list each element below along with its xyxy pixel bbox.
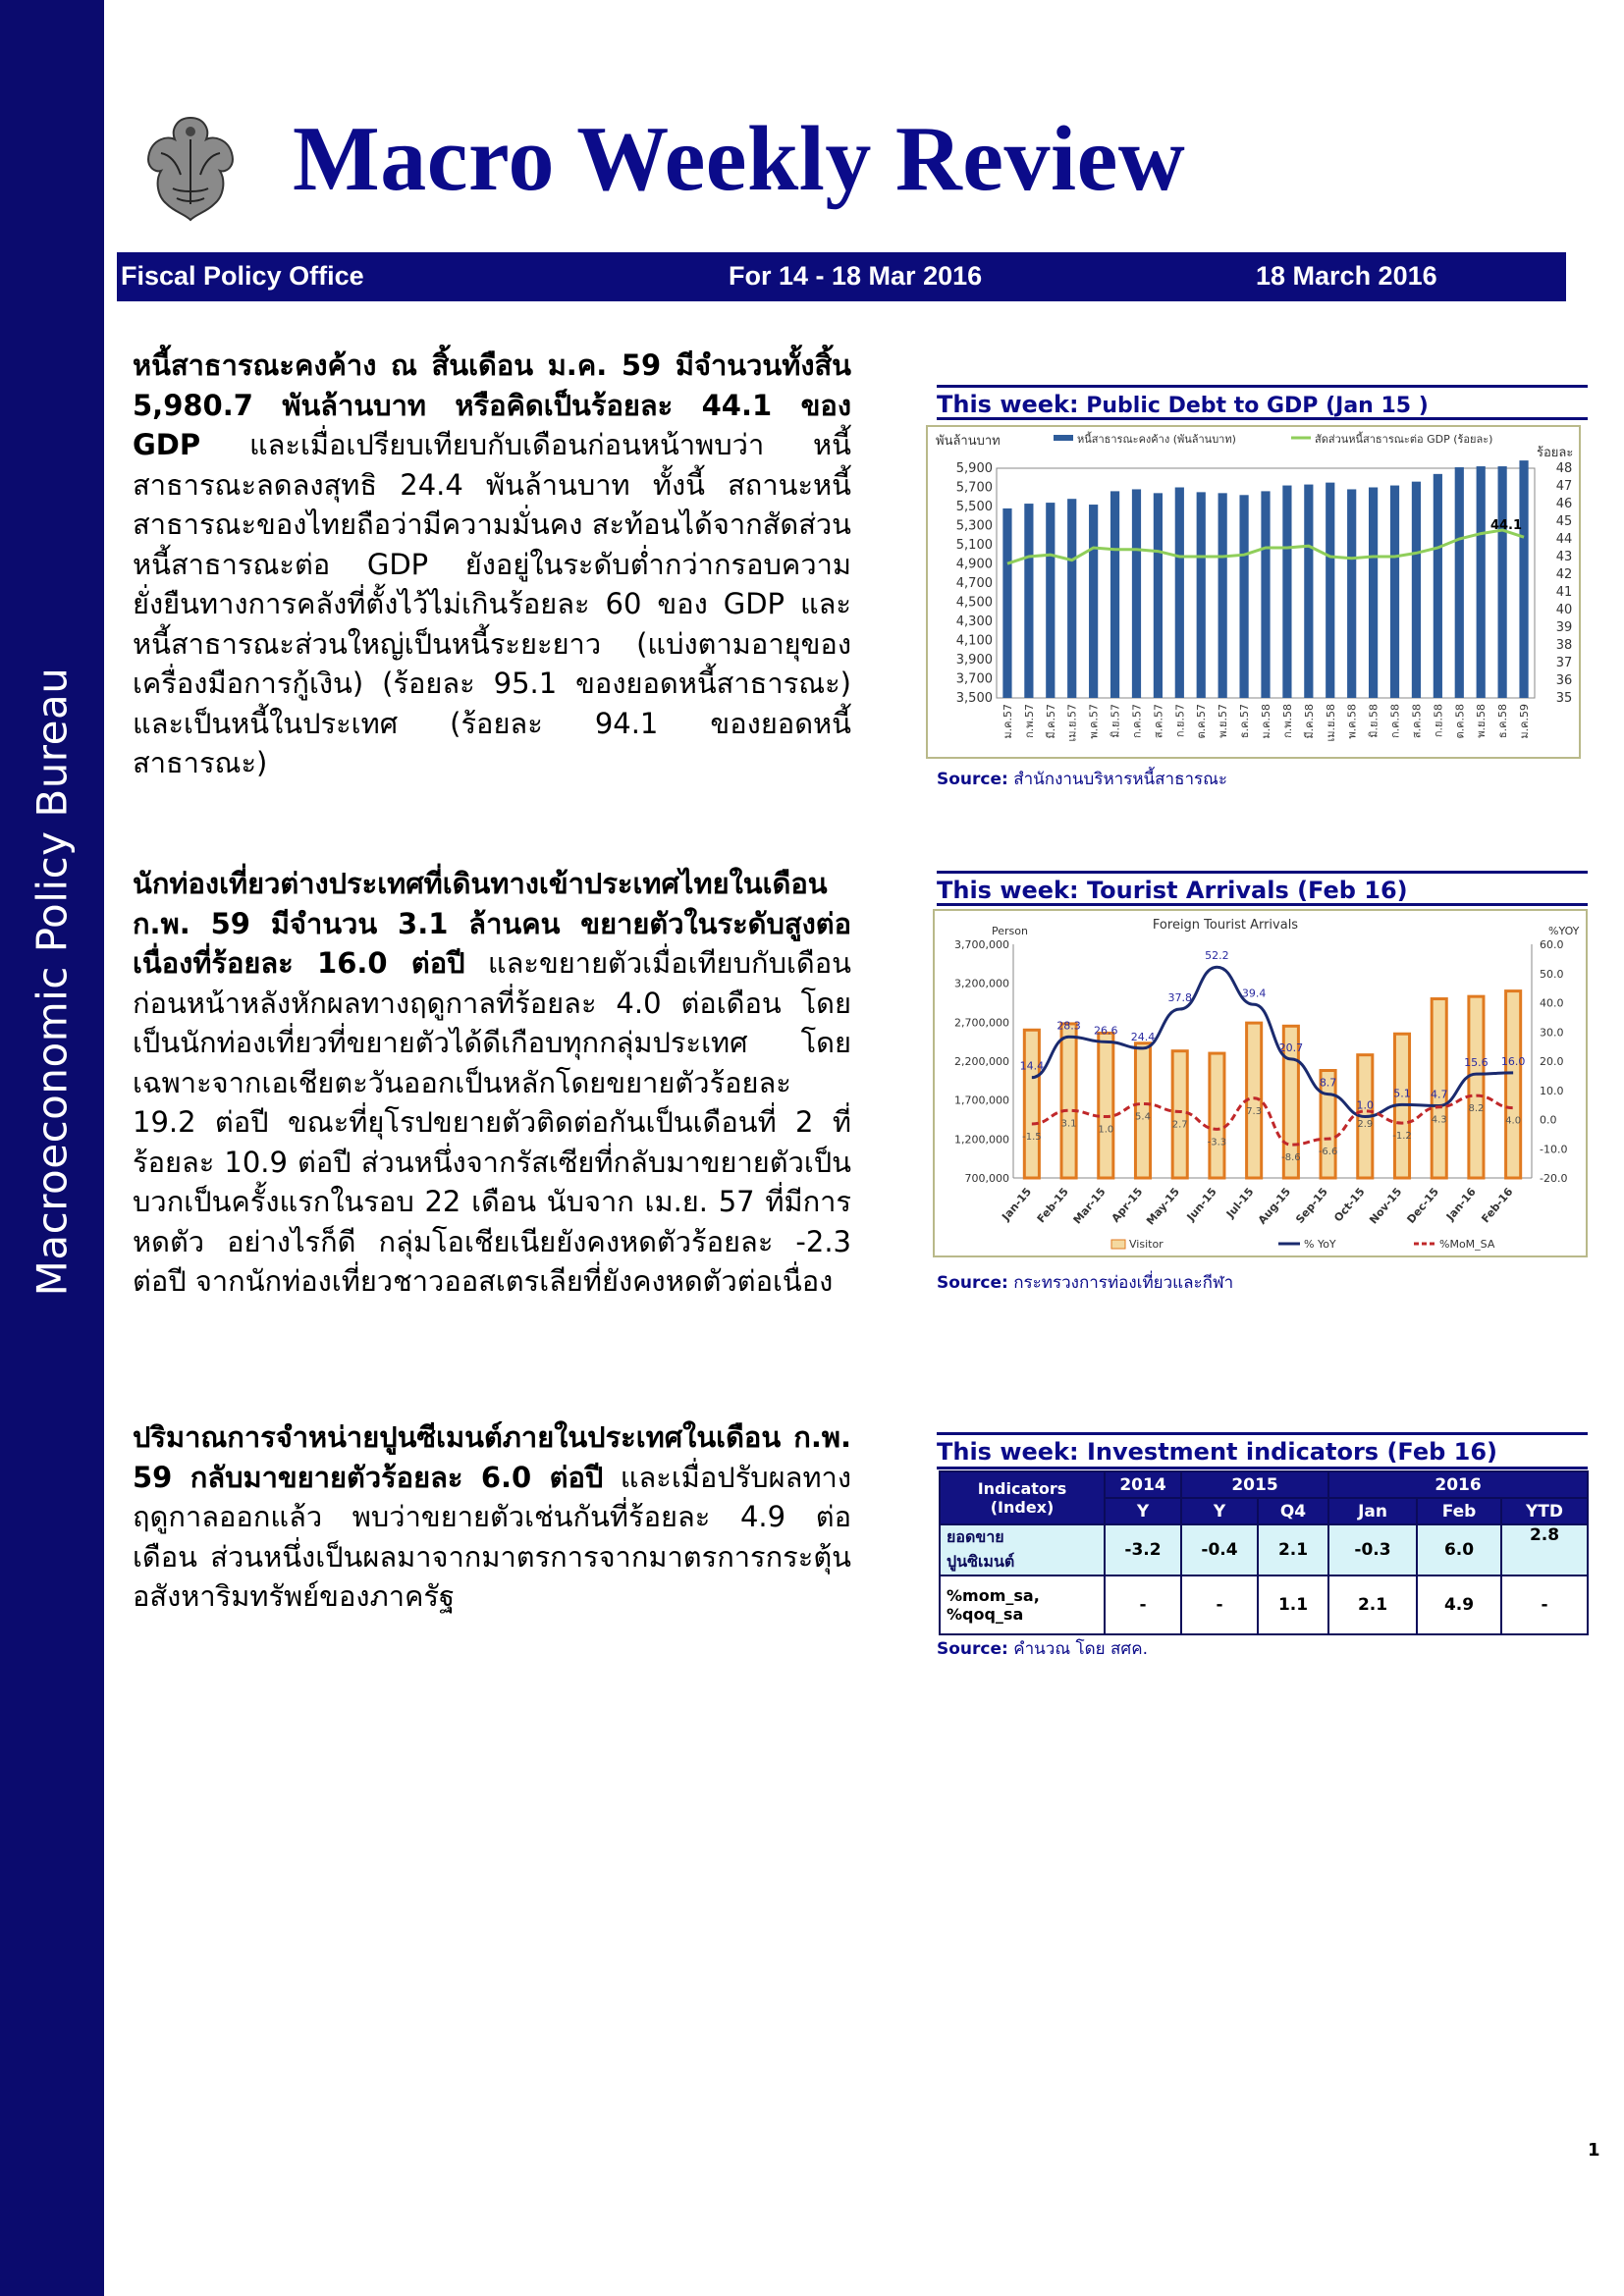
paragraph-tourist: [133, 864, 851, 1302]
debt-ytick-left: 4,500: [955, 595, 993, 611]
table-row-label: ยอดขาย ปูนซิเมนต์: [940, 1524, 1105, 1575]
tourist-ytick-right: 0.0: [1540, 1113, 1557, 1127]
tourist-xtick: Nov-15: [1367, 1185, 1405, 1227]
debt-xtick: ม.ค.59: [1518, 704, 1532, 739]
debt-xtick: ธ.ค.57: [1238, 704, 1252, 739]
tourist-mom-label: 2.7: [1171, 1119, 1188, 1131]
tourist-ytick-right: 40.0: [1540, 996, 1564, 1010]
debt-ytick-left: 4,700: [955, 576, 993, 591]
source-text: สำนักงานบริหารหนี้สาธารณะ: [1007, 770, 1228, 789]
paragraph-body: และขยายตัวเมื่อเทียบกับเดือนก่อนหน้าหลังหักผลทางฤดูกาลที่ร้อยละ 4.0 ต่อเดือน โดยเป็นนักท่องเที่ยวที่ขยายตัวได้ดีเกือบทุกกลุ่มประเทศ โดยเฉพาะจากเอเชียตะวันออกเป็นหลักโดยขยายตัวร้อยละ 19.2 ต่อปี ขณะที่ยุโรปขยายตัวติดต่อกันเป็นเดือนที่ 2 ที่ร้อยละ 10.9 ต่อปี ส่วนหนึ่งจากรัสเซียที่กลับมาขยายตัวเป็นบวกเป็นครั้งแรกในรอบ 22 เดือน นับจาก เม.ย. 57 ที่มีการหดตัว อย่างไรก็ดี กลุ่มโอเชียเนียยังคงหดตัวร้อยละ -2.3 ต่อปี จากนักท่องเที่ยวชาวออสเตรเลียที่ยังคงหดตัวต่อเนื่อง: [133, 946, 852, 1298]
tourist-ytick-right: 50.0: [1540, 967, 1564, 981]
debt-ytick-right: 42: [1555, 567, 1573, 582]
debt-bar: [1089, 505, 1098, 698]
page-title: Macro Weekly Review: [293, 108, 1186, 210]
debt-bar: [1326, 483, 1334, 698]
debt-xtick: มิ.ย.57: [1109, 704, 1122, 738]
debt-plot-area: [956, 460, 1572, 741]
debt-ytick-right: 36: [1555, 673, 1573, 688]
tourist-ytick-left: 700,000: [964, 1172, 1009, 1185]
tourist-yoy-label: 5.1: [1393, 1087, 1411, 1100]
table-cell: -: [1105, 1575, 1181, 1634]
debt-xtick: ก.ค.58: [1388, 704, 1402, 739]
report-date: 18 March 2016: [1256, 261, 1437, 291]
debt-ylabel-left: พันล้านบาท: [936, 434, 1001, 449]
debt-ytick-left: 5,900: [955, 461, 993, 476]
table-subheader: Q4: [1258, 1498, 1328, 1524]
debt-xtick: ก.ย.58: [1432, 704, 1445, 738]
paragraph-lead: ปริมาณการจำหน่ายปูนซีเมนต์ภายในประเทศในเดือน ก.พ. 59 กลับมาขยายตัวร้อยละ 6.0 ต่อปี: [133, 1420, 851, 1494]
source-label: Source:: [937, 1639, 1008, 1659]
tourist-ytick-left: 3,200,000: [954, 977, 1009, 990]
tourist-yoy-label: 26.6: [1094, 1024, 1118, 1038]
debt-ytick-left: 4,100: [955, 633, 993, 649]
debt-xtick: พ.ค.58: [1345, 704, 1359, 739]
debt-xtick: พ.ย.58: [1475, 704, 1489, 738]
tourist-yoy-label: 1.0: [1356, 1098, 1375, 1112]
tourist-mom-label: 3.1: [1060, 1118, 1077, 1130]
table-cell: -0.3: [1328, 1524, 1417, 1575]
tourist-yoy-label: 52.2: [1205, 949, 1229, 963]
debt-ytick-right: 40: [1555, 603, 1573, 617]
section-title-prefix: This week:: [937, 877, 1079, 904]
tourist-ytick-left: 2,700,000: [954, 1016, 1009, 1030]
tourist-xtick: Jan-15: [999, 1185, 1035, 1223]
debt-annotation: 44.1: [1489, 518, 1523, 534]
tourist-mom-label: 4.0: [1505, 1115, 1522, 1127]
paragraph-body: และเมื่อปรับผลทางฤดูกาลออกแล้ว พบว่าขยายตัวเช่นกันที่ร้อยละ 4.9 ต่อเดือน ส่วนหนึ่งเป็นผลมาจากมาตรการจากมาตรการกระตุ้นอสังหาริมทรัพย์ของภาครัฐ: [133, 1460, 852, 1613]
debt-legend-bar-swatch: [1054, 435, 1073, 441]
tourist-legend-visitor: Visitor: [1129, 1238, 1164, 1251]
paragraph-body: และเมื่อเปรียบเทียบกับเดือนก่อนหน้าพบว่า หนี้สาธารณะลดลงสุทธิ 24.4 พันล้านบาท ทั้งนี้ สถานะหนี้สาธารณะของไทยถือว่ามีความมั่นคง สะท้อนได้จากสัดส่วนหนี้สาธารณะต่อ GDP ยังอยู่ในระดับต่ำกว่ากรอบความยั่งยืนทางการคลังที่ตั้งไว้ไม่เกินร้อยละ 60 ของ GDP และหนี้สาธารณะส่วนใหญ่เป็นหนี้ระยะยาว (แบ่งตามอายุของเครื่องมือการกู้เงิน) (ร้อยละ 95.1 ของยอดหนี้สาธารณะ) และเป็นหนี้ในประเทศ (ร้อยละ 94.1 ของยอดหนี้สาธารณะ): [133, 428, 851, 779]
header-banner: [117, 252, 1566, 301]
tourist-yoy-label: 15.6: [1464, 1056, 1489, 1070]
table-cell: -3.2: [1105, 1524, 1181, 1575]
debt-bar: [1347, 489, 1356, 698]
tourist-xtick: Jun-15: [1184, 1185, 1219, 1224]
table-cell: 6.0: [1417, 1524, 1501, 1575]
tourist-ytick-left: 3,700,000: [954, 938, 1009, 951]
debt-xtick: มิ.ย.58: [1367, 704, 1380, 738]
tourist-bar: [1099, 1033, 1113, 1178]
tourist-ytick-right: 20.0: [1540, 1055, 1564, 1068]
debt-ytick-left: 5,100: [955, 538, 993, 553]
tourist-ytick-right: -20.0: [1540, 1172, 1568, 1185]
tourist-xtick: Jan-16: [1443, 1185, 1479, 1223]
debt-bar: [1412, 482, 1421, 698]
debt-bar: [1067, 499, 1076, 698]
sidebar-label: Macroeconomic Policy Bureau: [27, 667, 77, 1297]
debt-xtick: เม.ย.58: [1324, 704, 1337, 742]
debt-ylabel-right: ร้อยละ: [1537, 446, 1574, 460]
debt-ytick-right: 44: [1555, 532, 1573, 547]
debt-bar: [1519, 460, 1528, 698]
section-title-tourist: [937, 871, 1588, 906]
debt-xtick: ส.ค.57: [1152, 704, 1165, 739]
debt-chart: [926, 425, 1581, 759]
tourist-mom-label: 4.3: [1431, 1114, 1447, 1126]
table-header-2014: 2014: [1105, 1471, 1181, 1498]
debt-xtick: ธ.ค.58: [1496, 704, 1510, 739]
debt-ytick-left: 5,700: [955, 480, 993, 496]
debt-ytick-left: 5,300: [955, 518, 993, 534]
debt-ytick-right: 48: [1555, 461, 1573, 476]
tourist-yoy-label: 39.4: [1241, 987, 1267, 1000]
tourist-xtick: Oct-15: [1331, 1185, 1368, 1225]
tourist-xtick: Dec-15: [1404, 1185, 1442, 1226]
table-row: [940, 1575, 1588, 1634]
source-tourist: [937, 1269, 1233, 1296]
debt-bar: [1434, 474, 1442, 698]
tourist-bar: [1061, 1024, 1076, 1178]
debt-bar: [1261, 491, 1270, 698]
debt-xtick: ก.ย.57: [1173, 704, 1187, 738]
page-number: 1: [1588, 2140, 1600, 2161]
section-title-text: Tourist Arrivals (Feb 16): [1078, 877, 1408, 904]
tourist-legend-mom: %MoM_SA: [1439, 1238, 1495, 1251]
source-debt: [937, 766, 1227, 792]
debt-bar: [1154, 493, 1163, 698]
debt-ytick-right: 45: [1555, 514, 1573, 529]
debt-bar: [1002, 508, 1011, 698]
tourist-ytick-right: 10.0: [1540, 1084, 1564, 1097]
debt-bar: [1369, 488, 1378, 699]
tourist-ylabel-right: %YOY: [1548, 925, 1580, 937]
source-text: กระทรวงการท่องเที่ยวและกีฬา: [1007, 1273, 1234, 1293]
table-cell: 2.8: [1501, 1524, 1588, 1575]
debt-ytick-right: 39: [1555, 620, 1573, 635]
tourist-legend-yoy: % YoY: [1304, 1238, 1336, 1251]
tourist-ytick-right: 30.0: [1540, 1026, 1564, 1040]
debt-ytick-left: 3,700: [955, 671, 993, 687]
table-subheader: Y: [1105, 1498, 1181, 1524]
debt-ytick-left: 3,900: [955, 653, 993, 667]
debt-xtick: ต.ค.58: [1453, 704, 1467, 739]
tourist-yoy-label: 4.7: [1430, 1088, 1448, 1101]
tourist-ytick-right: 60.0: [1540, 938, 1564, 951]
debt-ytick-right: 35: [1555, 691, 1573, 706]
table-row-label: %mom_sa, %qoq_sa: [940, 1575, 1105, 1634]
paragraph-public-debt: [133, 346, 851, 783]
section-title-invest: [937, 1432, 1588, 1469]
tourist-xtick: Sep-15: [1293, 1185, 1330, 1226]
debt-bar: [1304, 485, 1313, 698]
debt-xtick: มี.ค.58: [1302, 704, 1316, 739]
tourist-yoy-label: 14.4: [1019, 1059, 1045, 1073]
section-title-prefix: This week:: [937, 391, 1079, 418]
table-header-2016: 2016: [1328, 1471, 1588, 1498]
investment-table: [939, 1470, 1589, 1635]
debt-bar: [1390, 486, 1399, 698]
tourist-xtick: Feb-16: [1479, 1185, 1516, 1226]
paragraph-lead: นักท่องเที่ยวต่างประเทศที่เดินทางเข้าประเทศไทยในเดือน ก.พ. 59 มีจำนวน 3.1 ล้านคน ขยายตัวในระดับสูงต่อเนื่องที่ร้อยละ 16.0 ต่อปี: [133, 867, 851, 980]
tourist-chart: [933, 909, 1588, 1257]
tourist-xtick: Jul-15: [1223, 1185, 1257, 1221]
tourist-mom-label: 8.2: [1468, 1103, 1485, 1115]
section-title-debt: [937, 385, 1588, 420]
table-subheader: Feb: [1417, 1498, 1501, 1524]
table-row: [940, 1524, 1588, 1575]
debt-chart-svg: [928, 427, 1579, 757]
debt-ytick-right: 43: [1555, 550, 1573, 564]
tourist-xtick: Aug-15: [1255, 1185, 1294, 1227]
tourist-mom-label: -1.2: [1392, 1131, 1412, 1143]
debt-ytick-left: 4,300: [955, 614, 993, 629]
tourist-ytick-left: 1,700,000: [954, 1094, 1009, 1107]
debt-xtick: ส.ค.58: [1410, 704, 1424, 739]
table-cell: -: [1181, 1575, 1258, 1634]
debt-ytick-right: 46: [1555, 497, 1573, 511]
tourist-bar: [1210, 1053, 1224, 1178]
debt-legend-line: สัดส่วนหนี้สาธารณะต่อ GDP (ร้อยละ): [1315, 433, 1493, 446]
tourist-mom-label: 7.3: [1246, 1105, 1263, 1117]
debt-bar: [1110, 491, 1119, 698]
tourist-chart-title: Foreign Tourist Arrivals: [1152, 918, 1299, 933]
debt-ytick-right: 38: [1555, 638, 1573, 653]
table-subheader: YTD: [1501, 1498, 1588, 1524]
debt-bar: [1477, 466, 1486, 698]
tourist-ytick-right: -10.0: [1540, 1143, 1568, 1156]
debt-xtick: ต.ค.57: [1195, 704, 1209, 739]
tourist-yoy-label: 16.0: [1500, 1054, 1526, 1068]
tourist-yoy-label: 37.8: [1167, 991, 1192, 1005]
debt-ytick-left: 4,900: [955, 557, 993, 572]
source-label: Source:: [937, 770, 1008, 789]
garuda-logo-icon: [137, 110, 244, 226]
tourist-legend-bar-swatch: [1111, 1240, 1125, 1249]
tourist-mom-label: -8.6: [1281, 1152, 1301, 1164]
tourist-mom-label: 1.0: [1098, 1124, 1114, 1136]
tourist-mom-label: -6.6: [1318, 1147, 1338, 1158]
source-invest: [937, 1635, 1148, 1662]
tourist-xtick: Mar-15: [1070, 1185, 1109, 1227]
debt-xtick: ก.พ.57: [1022, 704, 1036, 738]
table-subheader: Y: [1181, 1498, 1258, 1524]
section-title-text: Investment indicators (Feb 16): [1078, 1438, 1498, 1466]
report-period: For 14 - 18 Mar 2016: [729, 261, 983, 291]
tourist-bar: [1469, 996, 1484, 1178]
section-title-prefix: This week:: [937, 1438, 1079, 1466]
table-cell: -: [1501, 1575, 1588, 1634]
source-text: คำนวณ โดย สศค.: [1007, 1639, 1148, 1659]
tourist-yoy-label: 28.3: [1056, 1019, 1081, 1033]
tourist-mom-label: 5.4: [1135, 1111, 1151, 1123]
tourist-bar: [1024, 1030, 1039, 1178]
table-header-indicator: Indicators (Index): [940, 1471, 1105, 1524]
tourist-bar: [1135, 1043, 1150, 1178]
debt-bar: [1282, 486, 1291, 698]
debt-xtick: ก.ค.57: [1130, 704, 1144, 739]
sidebar: [0, 0, 104, 2296]
org-name: Fiscal Policy Office: [121, 261, 364, 291]
debt-ytick-left: 5,500: [955, 500, 993, 514]
debt-bar: [1218, 493, 1227, 698]
tourist-yoy-label: 20.7: [1278, 1041, 1304, 1054]
debt-bar: [1024, 504, 1033, 698]
debt-xtick: ก.พ.58: [1280, 704, 1294, 738]
debt-bar: [1197, 492, 1206, 698]
tourist-ytick-left: 1,200,000: [954, 1133, 1009, 1147]
table-subheader: Jan: [1328, 1498, 1417, 1524]
debt-bar: [1175, 488, 1184, 699]
table-cell: 4.9: [1417, 1575, 1501, 1634]
debt-ytick-right: 37: [1555, 656, 1573, 670]
tourist-mom-label: -1.5: [1022, 1131, 1042, 1143]
table-cell: 1.1: [1258, 1575, 1328, 1634]
table-header-2015: 2015: [1181, 1471, 1328, 1498]
debt-xtick: ม.ค.57: [1001, 704, 1014, 739]
paragraph-lead: หนี้สาธารณะคงค้าง ณ สิ้นเดือน ม.ค. 59 มีจำนวนทั้งสิ้น 5,980.7 พันล้านบาท หรือคิดเป็นร้อยละ 44.1 ของ GDP: [133, 348, 851, 461]
tourist-yoy-label: 24.4: [1130, 1030, 1156, 1043]
table-cell: 2.1: [1258, 1524, 1328, 1575]
tourist-bar: [1506, 991, 1521, 1178]
debt-ytick-left: 3,500: [955, 691, 993, 706]
tourist-yoy-label: 8.7: [1319, 1076, 1337, 1090]
tourist-mom-label: -3.3: [1207, 1137, 1227, 1148]
tourist-xtick: Apr-15: [1109, 1185, 1146, 1225]
debt-bar: [1498, 466, 1507, 698]
tourist-xtick: Feb-15: [1034, 1185, 1071, 1226]
tourist-ytick-left: 2,200,000: [954, 1055, 1009, 1068]
debt-xtick: ม.ค.58: [1260, 704, 1272, 739]
source-label: Source:: [937, 1273, 1008, 1293]
debt-xtick: เม.ย.57: [1065, 704, 1079, 742]
debt-xtick: พ.ค.57: [1087, 704, 1101, 739]
section-title-text: Public Debt to GDP (Jan 15 ): [1078, 394, 1429, 418]
tourist-mom-label: 2.9: [1357, 1118, 1374, 1130]
tourist-chart-svg: [935, 911, 1586, 1255]
table-cell: 2.1: [1328, 1575, 1417, 1634]
debt-xtick: พ.ย.57: [1217, 704, 1230, 738]
tourist-bar: [1172, 1051, 1187, 1178]
tourist-xtick: May-15: [1144, 1185, 1183, 1228]
debt-xtick: มี.ค.57: [1044, 704, 1057, 739]
debt-bar: [1239, 495, 1248, 698]
debt-ytick-right: 47: [1555, 479, 1573, 494]
debt-legend-bar: หนี้สาธารณะคงค้าง (พันล้านบาท): [1077, 433, 1236, 446]
debt-bar: [1046, 503, 1055, 698]
tourist-ylabel-left: Person: [992, 925, 1028, 937]
paragraph-cement: [133, 1417, 851, 1617]
debt-bar: [1132, 489, 1141, 698]
debt-bar: [1455, 467, 1464, 698]
tourist-plot-area: [954, 938, 1567, 1227]
debt-ytick-right: 41: [1555, 585, 1573, 600]
table-cell: -0.4: [1181, 1524, 1258, 1575]
